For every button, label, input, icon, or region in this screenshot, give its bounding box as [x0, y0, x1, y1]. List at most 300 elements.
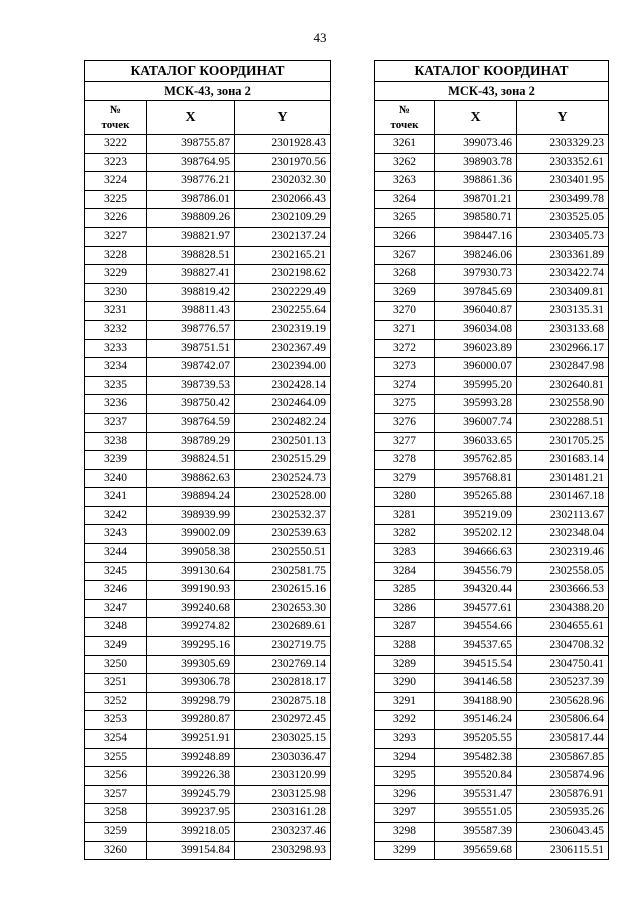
y-coordinate-cell: 2302113.67 — [517, 506, 609, 525]
table-row — [85, 785, 331, 804]
table-row — [375, 748, 609, 767]
point-number-cell: 3226 — [85, 209, 147, 228]
y-coordinate-cell: 2302319.19 — [235, 320, 331, 339]
x-coordinate-cell: 398903.78 — [435, 153, 517, 172]
point-number-cell: 3237 — [85, 413, 147, 432]
y-coordinate-cell: 2303352.61 — [517, 153, 609, 172]
y-coordinate-cell: 2302229.49 — [235, 283, 331, 302]
point-number-cell: 3273 — [375, 358, 435, 377]
y-coordinate-cell: 2302966.17 — [517, 339, 609, 358]
point-number-cell: 3293 — [375, 730, 435, 749]
table-row — [85, 730, 331, 749]
x-coordinate-cell: 395202.12 — [435, 525, 517, 544]
x-coordinate-cell: 399240.68 — [147, 599, 235, 618]
x-coordinate-cell: 397845.69 — [435, 283, 517, 302]
y-coordinate-cell: 2303125.98 — [235, 785, 331, 804]
point-number-cell: 3242 — [85, 506, 147, 525]
point-number-cell: 3235 — [85, 376, 147, 395]
y-coordinate-cell: 2301705.25 — [517, 432, 609, 451]
x-coordinate-cell: 394666.63 — [435, 544, 517, 563]
table-row — [85, 674, 331, 693]
y-coordinate-cell: 2302719.75 — [235, 637, 331, 656]
point-number-cell: 3291 — [375, 692, 435, 711]
y-coordinate-cell: 2303120.99 — [235, 767, 331, 786]
table-row — [85, 302, 331, 321]
y-coordinate-cell: 2305867.85 — [517, 748, 609, 767]
table-row — [85, 265, 331, 284]
x-coordinate-cell: 398811.43 — [147, 302, 235, 321]
x-coordinate-cell: 395520.84 — [435, 767, 517, 786]
column-header-y: Y — [235, 101, 331, 135]
y-coordinate-cell: 2302550.51 — [235, 544, 331, 563]
y-coordinate-cell: 2303025.15 — [235, 730, 331, 749]
x-coordinate-cell: 395995.20 — [435, 376, 517, 395]
point-number-cell: 3271 — [375, 320, 435, 339]
catalog-subtitle: МСК-43, зона 2 — [85, 82, 331, 101]
table-row — [85, 544, 331, 563]
table-row — [375, 395, 609, 414]
table-row — [85, 711, 331, 730]
y-coordinate-cell: 2302137.24 — [235, 227, 331, 246]
coordinate-catalog-left — [84, 60, 331, 860]
table-row — [85, 358, 331, 377]
point-number-cell: 3256 — [85, 767, 147, 786]
y-coordinate-cell: 2302581.75 — [235, 562, 331, 581]
y-coordinate-cell: 2302818.17 — [235, 674, 331, 693]
y-coordinate-cell: 2303405.73 — [517, 227, 609, 246]
y-coordinate-cell: 2302640.81 — [517, 376, 609, 395]
table-row — [85, 692, 331, 711]
x-coordinate-cell: 398861.36 — [435, 172, 517, 191]
y-coordinate-cell: 2301928.43 — [235, 135, 331, 154]
point-number-cell: 3247 — [85, 599, 147, 618]
x-coordinate-cell: 399280.87 — [147, 711, 235, 730]
point-number-cell: 3243 — [85, 525, 147, 544]
point-number-cell: 3241 — [85, 488, 147, 507]
x-coordinate-cell: 395205.55 — [435, 730, 517, 749]
table-row — [375, 413, 609, 432]
y-coordinate-cell: 2304655.61 — [517, 618, 609, 637]
table-row — [85, 320, 331, 339]
point-number-cell: 3231 — [85, 302, 147, 321]
table-row — [85, 451, 331, 470]
point-number-cell: 3283 — [375, 544, 435, 563]
table-row — [375, 525, 609, 544]
x-coordinate-cell: 399218.05 — [147, 822, 235, 841]
table-row — [375, 711, 609, 730]
point-number-cell: 3224 — [85, 172, 147, 191]
y-coordinate-cell: 2302319.46 — [517, 544, 609, 563]
x-coordinate-cell: 399245.79 — [147, 785, 235, 804]
x-coordinate-cell: 398580.71 — [435, 209, 517, 228]
point-number-cell: 3282 — [375, 525, 435, 544]
y-coordinate-cell: 2304750.41 — [517, 655, 609, 674]
y-coordinate-cell: 2301970.56 — [235, 153, 331, 172]
point-number-cell: 3270 — [375, 302, 435, 321]
point-number-cell: 3223 — [85, 153, 147, 172]
point-number-cell: 3278 — [375, 451, 435, 470]
point-number-cell: 3285 — [375, 581, 435, 600]
table-row — [85, 618, 331, 637]
y-coordinate-cell: 2302428.14 — [235, 376, 331, 395]
point-number-cell: 3245 — [85, 562, 147, 581]
x-coordinate-cell: 399306.78 — [147, 674, 235, 693]
point-number-cell: 3257 — [85, 785, 147, 804]
table-row — [375, 637, 609, 656]
y-coordinate-cell: 2302198.62 — [235, 265, 331, 284]
x-coordinate-cell: 398776.21 — [147, 172, 235, 191]
x-coordinate-cell: 398755.87 — [147, 135, 235, 154]
point-number-cell: 3229 — [85, 265, 147, 284]
y-coordinate-cell: 2303499.78 — [517, 190, 609, 209]
table-row — [375, 544, 609, 563]
y-coordinate-cell: 2302348.04 — [517, 525, 609, 544]
table-row — [375, 692, 609, 711]
x-coordinate-cell: 394556.79 — [435, 562, 517, 581]
point-number-cell: 3238 — [85, 432, 147, 451]
point-number-cell: 3281 — [375, 506, 435, 525]
y-coordinate-cell: 2303329.23 — [517, 135, 609, 154]
x-coordinate-cell: 395146.24 — [435, 711, 517, 730]
point-number-cell: 3289 — [375, 655, 435, 674]
y-coordinate-cell: 2302875.18 — [235, 692, 331, 711]
point-number-cell: 3251 — [85, 674, 147, 693]
y-coordinate-cell: 2305874.96 — [517, 767, 609, 786]
table-row — [85, 413, 331, 432]
x-coordinate-cell: 395482.38 — [435, 748, 517, 767]
table-row — [375, 135, 609, 154]
y-coordinate-cell: 2301481.21 — [517, 469, 609, 488]
point-number-cell: 3265 — [375, 209, 435, 228]
x-coordinate-cell: 398821.97 — [147, 227, 235, 246]
y-coordinate-cell: 2302615.16 — [235, 581, 331, 600]
x-coordinate-cell: 398764.95 — [147, 153, 235, 172]
y-coordinate-cell: 2302109.29 — [235, 209, 331, 228]
table-row — [85, 506, 331, 525]
table-row — [375, 469, 609, 488]
table-row — [375, 432, 609, 451]
point-number-cell: 3234 — [85, 358, 147, 377]
x-coordinate-cell: 398786.01 — [147, 190, 235, 209]
y-coordinate-cell: 2302528.00 — [235, 488, 331, 507]
y-coordinate-cell: 2303161.28 — [235, 804, 331, 823]
y-coordinate-cell: 2303409.81 — [517, 283, 609, 302]
x-coordinate-cell: 395659.68 — [435, 841, 517, 860]
table-row — [85, 172, 331, 191]
x-coordinate-cell: 398809.26 — [147, 209, 235, 228]
point-number-cell: 3253 — [85, 711, 147, 730]
table-row — [375, 562, 609, 581]
point-number-cell: 3290 — [375, 674, 435, 693]
table-row — [375, 209, 609, 228]
point-number-cell: 3299 — [375, 841, 435, 860]
y-coordinate-cell: 2302558.05 — [517, 562, 609, 581]
y-coordinate-cell: 2302255.64 — [235, 302, 331, 321]
table-row — [85, 637, 331, 656]
y-coordinate-cell: 2302972.45 — [235, 711, 331, 730]
point-number-cell: 3232 — [85, 320, 147, 339]
table-row — [375, 506, 609, 525]
point-number-cell: 3236 — [85, 395, 147, 414]
x-coordinate-cell: 395219.09 — [435, 506, 517, 525]
x-coordinate-cell: 398246.06 — [435, 246, 517, 265]
y-coordinate-cell: 2302501.13 — [235, 432, 331, 451]
table-row — [85, 153, 331, 172]
x-coordinate-cell: 394146.58 — [435, 674, 517, 693]
y-coordinate-cell: 2302165.21 — [235, 246, 331, 265]
point-number-cell: 3239 — [85, 451, 147, 470]
x-coordinate-cell: 398862.63 — [147, 469, 235, 488]
x-coordinate-cell: 399298.79 — [147, 692, 235, 711]
table-row — [85, 135, 331, 154]
point-number-cell: 3263 — [375, 172, 435, 191]
point-number-cell: 3230 — [85, 283, 147, 302]
x-coordinate-cell: 396000.07 — [435, 358, 517, 377]
x-coordinate-cell: 399073.46 — [435, 135, 517, 154]
x-coordinate-cell: 399130.64 — [147, 562, 235, 581]
table-row — [375, 674, 609, 693]
point-number-cell: 3295 — [375, 767, 435, 786]
y-coordinate-cell: 2301683.14 — [517, 451, 609, 470]
y-coordinate-cell: 2302288.51 — [517, 413, 609, 432]
point-number-cell: 3259 — [85, 822, 147, 841]
column-header-point-number: № точек — [85, 101, 147, 135]
y-coordinate-cell: 2306043.45 — [517, 822, 609, 841]
x-coordinate-cell: 399248.89 — [147, 748, 235, 767]
point-number-cell: 3280 — [375, 488, 435, 507]
x-coordinate-cell: 395993.28 — [435, 395, 517, 414]
y-coordinate-cell: 2302066.43 — [235, 190, 331, 209]
point-number-cell: 3279 — [375, 469, 435, 488]
x-coordinate-cell: 399226.38 — [147, 767, 235, 786]
table-row — [375, 265, 609, 284]
y-coordinate-cell: 2305876.91 — [517, 785, 609, 804]
point-number-cell: 3292 — [375, 711, 435, 730]
x-coordinate-cell: 396034.08 — [435, 320, 517, 339]
point-number-cell: 3288 — [375, 637, 435, 656]
y-coordinate-cell: 2305628.96 — [517, 692, 609, 711]
y-coordinate-cell: 2303298.93 — [235, 841, 331, 860]
table-row — [375, 283, 609, 302]
point-number-cell: 3233 — [85, 339, 147, 358]
table-row — [85, 655, 331, 674]
table-row — [375, 785, 609, 804]
table-row — [375, 153, 609, 172]
y-coordinate-cell: 2305935.26 — [517, 804, 609, 823]
point-number-cell: 3287 — [375, 618, 435, 637]
y-coordinate-cell: 2302032.30 — [235, 172, 331, 191]
table-row — [375, 599, 609, 618]
x-coordinate-cell: 399237.95 — [147, 804, 235, 823]
y-coordinate-cell: 2302515.29 — [235, 451, 331, 470]
y-coordinate-cell: 2301467.18 — [517, 488, 609, 507]
table-row — [375, 618, 609, 637]
y-coordinate-cell: 2303422.74 — [517, 265, 609, 284]
y-coordinate-cell: 2305817.44 — [517, 730, 609, 749]
table-row — [375, 190, 609, 209]
x-coordinate-cell: 394577.61 — [435, 599, 517, 618]
y-coordinate-cell: 2302539.63 — [235, 525, 331, 544]
x-coordinate-cell: 398742.07 — [147, 358, 235, 377]
table-row — [85, 339, 331, 358]
x-coordinate-cell: 394554.66 — [435, 618, 517, 637]
x-coordinate-cell: 398739.53 — [147, 376, 235, 395]
table-row — [85, 525, 331, 544]
x-coordinate-cell: 395551.05 — [435, 804, 517, 823]
table-row — [85, 190, 331, 209]
y-coordinate-cell: 2302532.37 — [235, 506, 331, 525]
point-number-cell: 3284 — [375, 562, 435, 581]
x-coordinate-cell: 399190.93 — [147, 581, 235, 600]
table-row — [375, 581, 609, 600]
y-coordinate-cell: 2303361.89 — [517, 246, 609, 265]
coordinate-catalog-right — [374, 60, 609, 860]
x-coordinate-cell: 399154.84 — [147, 841, 235, 860]
x-coordinate-cell: 395587.39 — [435, 822, 517, 841]
y-coordinate-cell: 2302847.98 — [517, 358, 609, 377]
point-number-cell: 3227 — [85, 227, 147, 246]
y-coordinate-cell: 2304388.20 — [517, 599, 609, 618]
catalog-title: КАТАЛОГ КООРДИНАТ — [85, 61, 331, 82]
column-header-x: X — [147, 101, 235, 135]
table-row — [85, 581, 331, 600]
y-coordinate-cell: 2302524.73 — [235, 469, 331, 488]
x-coordinate-cell: 399251.91 — [147, 730, 235, 749]
table-row — [85, 227, 331, 246]
y-coordinate-cell: 2304708.32 — [517, 637, 609, 656]
y-coordinate-cell: 2303135.31 — [517, 302, 609, 321]
point-number-cell: 3244 — [85, 544, 147, 563]
point-number-cell: 3296 — [375, 785, 435, 804]
column-header-x: X — [435, 101, 517, 135]
table-row — [375, 376, 609, 395]
point-number-cell: 3255 — [85, 748, 147, 767]
y-coordinate-cell: 2303401.95 — [517, 172, 609, 191]
table-row — [375, 841, 609, 860]
table-row — [375, 302, 609, 321]
x-coordinate-cell: 394515.54 — [435, 655, 517, 674]
point-number-cell: 3261 — [375, 135, 435, 154]
catalog-title: КАТАЛОГ КООРДИНАТ — [375, 61, 609, 82]
table-row — [85, 841, 331, 860]
y-coordinate-cell: 2302482.24 — [235, 413, 331, 432]
y-coordinate-cell: 2302394.00 — [235, 358, 331, 377]
point-number-cell: 3268 — [375, 265, 435, 284]
x-coordinate-cell: 394188.90 — [435, 692, 517, 711]
x-coordinate-cell: 398447.16 — [435, 227, 517, 246]
x-coordinate-cell: 398939.99 — [147, 506, 235, 525]
y-coordinate-cell: 2305237.39 — [517, 674, 609, 693]
table-row — [375, 227, 609, 246]
table-row — [85, 283, 331, 302]
table-row — [85, 488, 331, 507]
table-row — [375, 804, 609, 823]
y-coordinate-cell: 2303237.46 — [235, 822, 331, 841]
table-row — [375, 339, 609, 358]
table-row — [85, 469, 331, 488]
y-coordinate-cell: 2303133.68 — [517, 320, 609, 339]
table-row — [375, 358, 609, 377]
point-number-cell: 3294 — [375, 748, 435, 767]
point-number-cell: 3228 — [85, 246, 147, 265]
table-row — [85, 599, 331, 618]
x-coordinate-cell: 397930.73 — [435, 265, 517, 284]
table-row — [85, 822, 331, 841]
point-number-cell: 3248 — [85, 618, 147, 637]
table-row — [375, 822, 609, 841]
point-number-cell: 3222 — [85, 135, 147, 154]
point-number-cell: 3225 — [85, 190, 147, 209]
table-row — [375, 172, 609, 191]
table-row — [85, 767, 331, 786]
table-row — [375, 488, 609, 507]
x-coordinate-cell: 398819.42 — [147, 283, 235, 302]
x-coordinate-cell: 398750.42 — [147, 395, 235, 414]
catalog-subtitle: МСК-43, зона 2 — [375, 82, 609, 101]
x-coordinate-cell: 399002.09 — [147, 525, 235, 544]
table-row — [375, 767, 609, 786]
point-number-cell: 3297 — [375, 804, 435, 823]
y-coordinate-cell: 2305806.64 — [517, 711, 609, 730]
table-row — [375, 320, 609, 339]
y-coordinate-cell: 2303666.53 — [517, 581, 609, 600]
point-number-cell: 3266 — [375, 227, 435, 246]
page-number: 43 — [313, 30, 327, 45]
x-coordinate-cell: 398789.29 — [147, 432, 235, 451]
x-coordinate-cell: 398828.51 — [147, 246, 235, 265]
point-number-cell: 3252 — [85, 692, 147, 711]
point-number-cell: 3286 — [375, 599, 435, 618]
table-row — [85, 209, 331, 228]
x-coordinate-cell: 394537.65 — [435, 637, 517, 656]
table-row — [375, 246, 609, 265]
x-coordinate-cell: 395265.88 — [435, 488, 517, 507]
x-coordinate-cell: 395768.81 — [435, 469, 517, 488]
x-coordinate-cell: 398827.41 — [147, 265, 235, 284]
x-coordinate-cell: 399058.38 — [147, 544, 235, 563]
point-number-cell: 3272 — [375, 339, 435, 358]
table-row — [375, 655, 609, 674]
point-number-cell: 3246 — [85, 581, 147, 600]
column-header-y: Y — [517, 101, 609, 135]
table-row — [85, 395, 331, 414]
x-coordinate-cell: 398824.51 — [147, 451, 235, 470]
x-coordinate-cell: 396033.65 — [435, 432, 517, 451]
y-coordinate-cell: 2302558.90 — [517, 395, 609, 414]
x-coordinate-cell: 399274.82 — [147, 618, 235, 637]
y-coordinate-cell: 2302367.49 — [235, 339, 331, 358]
table-row — [85, 748, 331, 767]
y-coordinate-cell: 2302689.61 — [235, 618, 331, 637]
table-row — [375, 451, 609, 470]
y-coordinate-cell: 2302769.14 — [235, 655, 331, 674]
column-header-point-number: № точек — [375, 101, 435, 135]
x-coordinate-cell: 394320.44 — [435, 581, 517, 600]
y-coordinate-cell: 2302464.09 — [235, 395, 331, 414]
point-number-cell: 3240 — [85, 469, 147, 488]
y-coordinate-cell: 2302653.30 — [235, 599, 331, 618]
y-coordinate-cell: 2306115.51 — [517, 841, 609, 860]
x-coordinate-cell: 398776.57 — [147, 320, 235, 339]
x-coordinate-cell: 399295.16 — [147, 637, 235, 656]
x-coordinate-cell: 398894.24 — [147, 488, 235, 507]
point-number-cell: 3274 — [375, 376, 435, 395]
x-coordinate-cell: 396040.87 — [435, 302, 517, 321]
point-number-cell: 3254 — [85, 730, 147, 749]
table-row — [85, 246, 331, 265]
point-number-cell: 3277 — [375, 432, 435, 451]
y-coordinate-cell: 2303036.47 — [235, 748, 331, 767]
